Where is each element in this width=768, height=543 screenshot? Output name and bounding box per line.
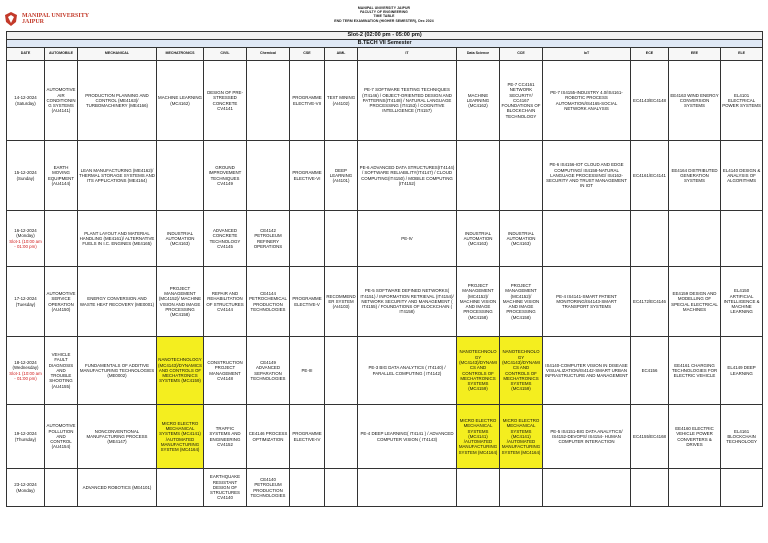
column-header: ELE: [721, 48, 763, 61]
course-cell: [247, 141, 290, 211]
course-cell: [325, 405, 358, 469]
logo-text-2: JAIPUR: [22, 19, 44, 25]
course-cell: PE-5 IS4151-BIG DATA ANALYTICS/ IS4152-DEVOPS/ IS4154- HUMAN COMPUTER INTERACTION: [543, 405, 631, 469]
column-header: AUTOMOBILE: [45, 48, 78, 61]
date-cell: [7, 211, 45, 267]
exam-day: (Thursday): [14, 436, 37, 442]
course-cell: MICRO ELECTRO MECHANICAL SYSTEMS (MC4141) /AUTOMATED MANUFACTURING SYSTEM (MC4164): [457, 405, 500, 469]
exam-date: 19-12-2024: [14, 431, 37, 437]
date-cell: [7, 405, 45, 469]
timetable: [6, 31, 762, 507]
column-header: CCE: [500, 48, 543, 61]
table-row: [7, 469, 763, 507]
table-row: [7, 405, 763, 469]
column-header: IT: [358, 48, 457, 61]
course-cell: EARTHQUAKE RESISTANT DESIGN OF STRUCTURES CV4140: [204, 469, 247, 507]
course-cell: RECOMMENDER SYSTEM (AI4103): [325, 267, 358, 337]
date-cell: [7, 469, 45, 507]
course-cell: [500, 469, 543, 507]
exam-day: (Sunday): [16, 175, 35, 181]
column-header-row: [7, 48, 763, 61]
course-cell: CE4149 ADVANCED SEPARATION TECHNOLOGIES: [247, 337, 290, 405]
exam-date: 15-12-2024: [14, 170, 37, 176]
course-cell: [631, 469, 669, 507]
course-cell: [290, 469, 325, 507]
course-cell: ENERGY CONVERSION AND WASTE HEAT RECOVERY (ME0001): [78, 267, 157, 337]
course-cell: EE4163 WIND ENERGY CONVERSION SYSTEMS: [669, 61, 721, 141]
course-cell: PE-4 DEEP LEARNING( IT4141 ) / ADVANCED COMPUTER VISION ( IT4143): [358, 405, 457, 469]
course-cell: TEXT MINING (AI4102): [325, 61, 358, 141]
course-cell: EC4155/EC4168: [631, 405, 669, 469]
course-cell: PE-7 SOFTWARE TESTING TECHNIQUES (IT4146) / OBJECT-ORIENTED DESIGN AND PATTERNS(IT4148) / NATURAL LANGUAGE PROCESSING (IT4153) / COGNITIVE INTELLIGENCE (IT4157): [358, 61, 457, 141]
exam-day: (Monday): [16, 487, 35, 493]
course-cell: [631, 211, 669, 267]
course-cell: FUNDAMENTALS OF ADDITIVE MANUFACTURING TECHNOLOGIES (ME0002): [78, 337, 157, 405]
course-cell: [325, 337, 358, 405]
course-cell: PROJECT MANAGEMENT (MC4152)/ MACHINE VISION AND IMAGE PROCESSING (MC4158): [157, 267, 204, 337]
course-cell: [157, 141, 204, 211]
column-header: Data Science: [457, 48, 500, 61]
course-cell: EE4160 ELECTRIC VEHICLE POWER CONVERTERS & DRIVES: [669, 405, 721, 469]
course-cell: NANOTECHNOLOGY (MC4143)/DYNAMICS AND CONTROLS OF MECHATRONICS SYSTEMS (MC4159): [500, 337, 543, 405]
course-cell: MACHINE LEARNING (MC4162): [157, 61, 204, 141]
course-cell: DEEP LEARNING (AI4101): [325, 141, 358, 211]
course-cell: EL4140 DESIGN & ANALYSIS OF ALGORITHMS: [721, 141, 763, 211]
course-cell: PROJECT MANAGEMENT (MC4152)/ MACHINE VISION AND IMAGE PROCESSING (MC4158): [500, 267, 543, 337]
course-cell: PRODUCTION PLANNING AND CONTROL (ME4163)/ TURBOMACHINERY (ME4166): [78, 61, 157, 141]
header-line: FACULTY OF ENGINEERING: [360, 10, 408, 15]
course-cell: CE4146 PROCESS OPTIMIZATION: [247, 405, 290, 469]
course-cell: AUTOMOTIVE AIR CONDITIONIN G SYSTEMS (AU4141): [45, 61, 78, 141]
course-cell: NANOTECHNOLOGY (MC4143)/DYNAMICS AND CONTROLS OF MECHATRONICS SYSTEMS (MC4159): [457, 337, 500, 405]
course-cell: EE4161 CHARGING TECHNOLOGIES FOR ELECTRIC VEHICLE: [669, 337, 721, 405]
course-cell: AUTOMOTIVE SERVICE OPERATION (AU4150): [45, 267, 78, 337]
table-row: [7, 267, 763, 337]
course-cell: EC4161/EC4141: [631, 141, 669, 211]
course-cell: EC4143/EC4148: [631, 61, 669, 141]
course-cell: MICRO ELECTRO MECHANICAL SYSTEMS (MC4141) /AUTOMATED MANUFACTURING SYSTEM (MC4164): [157, 405, 204, 469]
exam-day: (Tuesday): [15, 301, 36, 307]
course-cell: CE4144 PETROCHEMICAL PRODUCTION TECHNOLOGIES: [247, 267, 290, 337]
course-cell: PE-4 IS4141-SMART PATIENT MONITORING/IS4143-SMART TRANSPORT SYSTEMS: [543, 267, 631, 337]
course-cell: PE-7 CC4161 NETWORK SECURITY/ CC4167 FOUNDATIONS OF BLOCKCHAIN TECHNOLOGY: [500, 61, 543, 141]
course-cell: LEAN MANUFACTURING (ME4162)/ THERMAL STORAGE SYSTEMS AND ITS APPLICATIONS (ME4164): [78, 141, 157, 211]
course-cell: [290, 211, 325, 267]
course-cell: ADVANCED ROBOTICS (ME4101): [78, 469, 157, 507]
course-cell: [358, 469, 457, 507]
course-cell: MACHINE LEARNING (MC4162): [457, 61, 500, 141]
course-cell: PROGRAMME ELECTIVE-IV: [290, 405, 325, 469]
column-header: IoT: [543, 48, 631, 61]
exam-date: 18-12-2024: [14, 359, 37, 365]
slot-title: Slot-2 (02:00 pm - 05:00 pm): [7, 32, 763, 40]
logo-text-1: MANIPAL UNIVERSITY: [22, 13, 90, 19]
date-cell: [7, 337, 45, 405]
course-cell: VEHICLE FAULT DIAGNOSIS AND TROUBLE SHOOTING (AU4155): [45, 337, 78, 405]
course-cell: [543, 469, 631, 507]
course-cell: EE4164 DISTRIBUTED GENERATION SYSTEMS: [669, 141, 721, 211]
course-cell: REPAIR AND REHABILITATION OF STRUCTURES CV4144: [204, 267, 247, 337]
exam-day: (Wednesday): [12, 365, 39, 371]
slot-note: Slot-1 (10:00 am - 01:00 pm): [9, 238, 42, 249]
exam-date: 23-12-2024: [14, 482, 37, 488]
date-cell: [7, 141, 45, 211]
course-cell: INDUSTRIAL AUTOMATION (MC4163): [500, 211, 543, 267]
semester-row: [7, 40, 763, 48]
course-cell: [45, 211, 78, 267]
course-cell: MICRO ELECTRO MECHANICAL SYSTEMS (MC4141) /AUTOMATED MANUFACTURING SYSTEM (MC4164): [500, 405, 543, 469]
course-cell: EC4156: [631, 337, 669, 405]
exam-date: 14-12-2024: [14, 95, 37, 101]
course-cell: CONSTRUCTION PROJECT MANAGEMENT CV4148: [204, 337, 247, 405]
course-cell: TRAFFIC SYSTEMS AND ENGINEERING CV4152: [204, 405, 247, 469]
course-cell: EL4150 ARTIFICIAL INTELLIGENCE & MACHINE LEARNING: [721, 267, 763, 337]
course-cell: PROGRAMME ELECTIVE-V: [290, 267, 325, 337]
column-header: AIML: [325, 48, 358, 61]
course-cell: PE-III: [290, 337, 325, 405]
column-header: CSE: [290, 48, 325, 61]
course-cell: [457, 141, 500, 211]
semester-title: B.TECH VII Semester: [7, 40, 763, 48]
header-line: TIME TABLE: [373, 14, 395, 19]
course-cell: [500, 141, 543, 211]
table-row: [7, 141, 763, 211]
course-cell: EC4172/EC4146: [631, 267, 669, 337]
course-cell: DESIGN OF PRE-STRESSED CONCRETE CV4141: [204, 61, 247, 141]
course-cell: [157, 469, 204, 507]
slot-row: [7, 32, 763, 40]
date-cell: [7, 267, 45, 337]
course-cell: EE4159 DESIGN AND MODELLING OF SPECIAL ELECTRICAL MACHINES: [669, 267, 721, 337]
column-header: DATE: [7, 48, 45, 61]
course-cell: PE-3 BIG DATA ANALYTICS ( IT4140) / PARALLEL COMPUTING ( IT4142): [358, 337, 457, 405]
course-cell: PE-7 IS4155-INDUSTRY 4.0/IS4161-ROBOTIC PROCESS AUTOMATION/IS4165-SOCIAL NETWORK ANALYSIS: [543, 61, 631, 141]
exam-date: 17-12-2024: [14, 296, 37, 302]
table-row: [7, 337, 763, 405]
course-cell: [325, 211, 358, 267]
course-cell: EARTH MOVING EQUIPMENT (AU4144): [45, 141, 78, 211]
course-cell: [247, 61, 290, 141]
course-cell: EL4161 BLOCKCHAIN TECHNOLOGY: [721, 405, 763, 469]
course-cell: EL4101 ELECTRICAL POWER SYSTEMS: [721, 61, 763, 141]
column-header: MECHATRONICS: [157, 48, 204, 61]
exam-date: 16-12-2024: [14, 227, 37, 233]
column-header: ECE: [631, 48, 669, 61]
column-header: Chemical: [247, 48, 290, 61]
course-cell: NANOTECHNOLOGY (MC4143)/DYNAMICS AND CONTROLS OF MECHATRONICS SYSTEMS (MC4159): [157, 337, 204, 405]
document-header: [0, 6, 768, 23]
course-cell: AUTOMOTIVE POLLUTION AND CONTROL (AU4154): [45, 405, 78, 469]
table-row: [7, 211, 763, 267]
course-cell: EL4149 DEEP LEARNING: [721, 337, 763, 405]
course-cell: PE-5 SOFTWARE DEFINED NETWORKS( IT4151) / INFORMATION RETRIEVAL (IT4154)/ NETWORK SECURITY AND MANAGEMENT ( IT4155) / FOUNDATIONS OF BLOCKCHAIN ( IT4158): [358, 267, 457, 337]
course-cell: PROJECT MANAGEMENT (MC4152)/ MACHINE VISION AND IMAGE PROCESSING (MC4158): [457, 267, 500, 337]
course-cell: [543, 211, 631, 267]
course-cell: IS4140-COMPUTER VISION IN DISEASE VISUALIZATION/IS4142-SMART URBAN INFRASTRUCTURE AND MANAGEMENT: [543, 337, 631, 405]
course-cell: [45, 469, 78, 507]
course-cell: PE-6 IS4156-IOT CLOUD AND EDGE COMPUTING/ IS4158-NATURAL LANGUAGE PROCESSING/ IS4162-SECURITY AND TRUST MANAGEMENT IN IOT: [543, 141, 631, 211]
course-cell: CE4142 PETROLEUM REFINERY OPERATIONS: [247, 211, 290, 267]
course-cell: NONCONVENTIONAL MANUFACTURING PROCESS (ME4147): [78, 405, 157, 469]
course-cell: [721, 211, 763, 267]
column-header: MECHANICAL: [78, 48, 157, 61]
exam-day: (Saturday): [15, 100, 36, 106]
header-line: MANIPAL UNIVERSITY JAIPUR: [357, 6, 411, 10]
course-cell: [457, 469, 500, 507]
course-cell: [669, 211, 721, 267]
course-cell: PROGRAMME ELECTIVE-VI: [290, 141, 325, 211]
course-cell: PLANT LAYOUT AND MATERIAL HANDLING (ME4161)/ ALTERNATIVE FUELS IN I.C. ENGINES (ME4165): [78, 211, 157, 267]
course-cell: CE4140 PETROLEUM PRODUCTION TECHNOLOGIES: [247, 469, 290, 507]
course-cell: [669, 469, 721, 507]
course-cell: PE-IV: [358, 211, 457, 267]
table-row: [7, 61, 763, 141]
column-header: EEE: [669, 48, 721, 61]
course-cell: INDUSTRIAL AUTOMATION (MC4163): [457, 211, 500, 267]
date-cell: [7, 61, 45, 141]
course-cell: GROUND IMPROVEMENT TECHNIQUES CV4149: [204, 141, 247, 211]
timetable-table: [6, 31, 763, 507]
column-header: CIVIL: [204, 48, 247, 61]
course-cell: ADVANCED CONCRETE TECHNOLOGY CV4145: [204, 211, 247, 267]
header-line: END TERM EXAMINATION (HIGHER SEMESTER), Dec 2024: [334, 18, 434, 23]
slot-note: Slot-1 (10:00 am - 01:00 pm): [9, 370, 42, 381]
course-cell: [721, 469, 763, 507]
course-cell: PROGRAMME ELECTIVE-VII: [290, 61, 325, 141]
course-cell: INDUSTRIAL AUTOMATION (MC4163): [157, 211, 204, 267]
course-cell: [325, 469, 358, 507]
exam-day: (Monday): [16, 233, 35, 239]
course-cell: PE-6 ADVANCED DATA STRUCTURES(IT4144) / SOFTWARE RELIABILITY(IT4147) / CLOUD COMPUTING(IT4150) / MOBILE COMPUTING (IT4152): [358, 141, 457, 211]
